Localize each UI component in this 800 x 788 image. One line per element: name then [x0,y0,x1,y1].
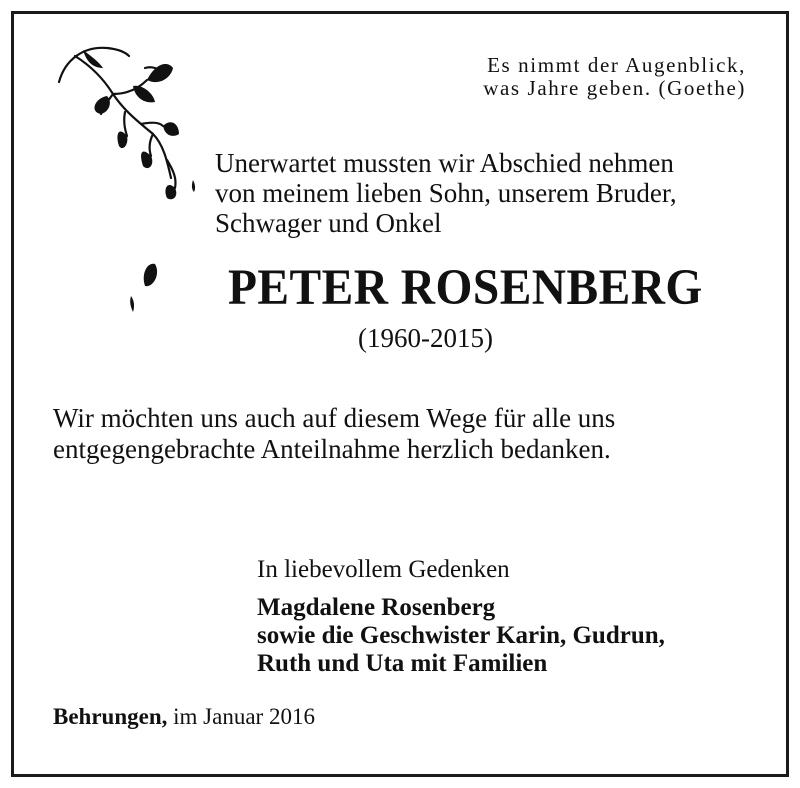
signer-line-3: Ruth und Uta mit Familien [257,650,548,677]
signers-block [257,594,665,678]
signer-line-1: Magdalene Rosenberg [257,594,496,621]
memory-heading: In liebevollem Gedenken [257,556,510,583]
deceased-name: PETER ROSENBERG [228,260,703,316]
thanks-line-2: entgegengebrachte Anteilnahme herzlich bedanken. [53,434,611,464]
intro-line-1: Unerwartet mussten wir Abschied nehmen [215,148,674,178]
life-dates: (1960-2015) [358,323,493,353]
signer-line-2: sowie die Geschwister Karin, Gudrun, [257,622,665,649]
place-name: Behrungen, [53,704,168,729]
place-date [53,703,315,731]
intro-line-3: Schwager und Onkel [215,208,442,238]
birch-branch-icon [55,38,200,318]
intro-text [215,148,677,238]
quote-line-2: was Jahre geben. (Goethe) [483,76,746,100]
intro-line-2: von meinem lieben Sohn, unserem Bruder, [215,178,677,208]
quote-line-1: Es nimmt der Augenblick, [487,53,746,77]
thanks-line-1: Wir möchten uns auch auf diesem Wege für alle uns [53,403,616,433]
notice-date: im Januar 2016 [173,704,315,729]
thanks-text [53,403,615,465]
goethe-quote [483,54,746,100]
